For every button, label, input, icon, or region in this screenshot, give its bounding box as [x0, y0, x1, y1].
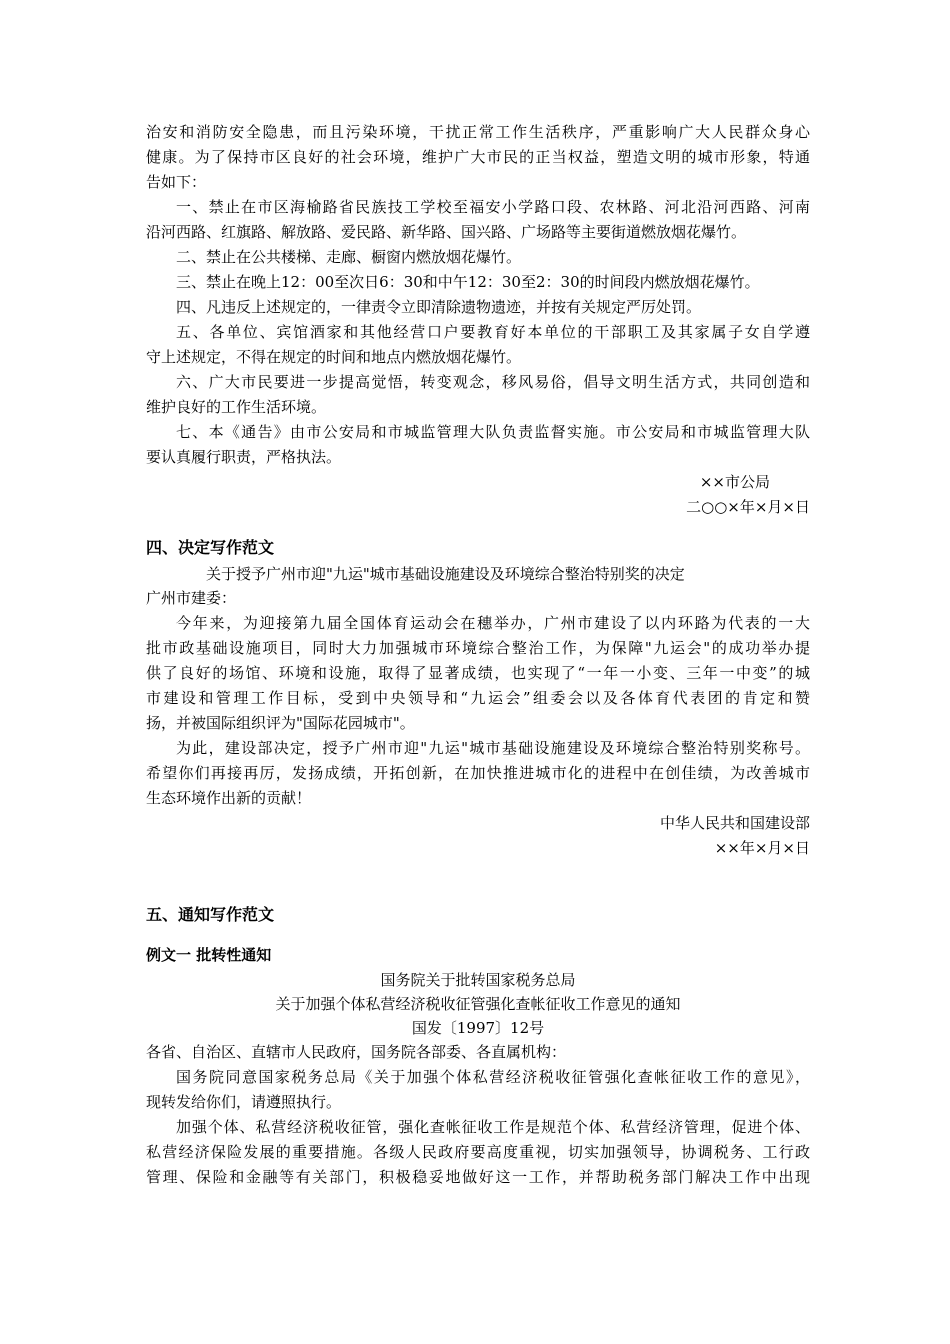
decision-section [146, 534, 810, 861]
notification-line: 国务院同意国家税务总局《关于加强个体私营经济税收征管强化查帐征收工作的意见》， [176, 1068, 810, 1086]
decision-title: 关于授予广州市迎"九运"城市基础设施建设及环境综合整治特别奖的决定 [206, 565, 685, 583]
decision-line: 扬，并被国际组织评为"国际花园城市"。 [146, 714, 415, 732]
notice-item-1: 一、禁止在市区海榆路省民族技工学校至福安小学路口段、农林路、河北沿河西路、河南 [176, 198, 810, 216]
notice-body [146, 120, 810, 520]
decision-line: 生态环境作出新的贡献！ [146, 789, 312, 807]
notice-signature-org: ××市公局 [699, 473, 770, 491]
notification-addressee: 各省、自治区、直辖市人民政府，国务院各部委、各直属机构： [146, 1043, 567, 1061]
notice-line: 治安和消防安全隐患，而且污染环境，干扰正常工作生活秩序，严重影响广大人民群众身心 [146, 123, 810, 141]
decision-addressee: 广州市建委： [146, 589, 237, 607]
decision-signature-date: ××年×月×日 [714, 839, 810, 857]
notice-item-5: 五、各单位、宾馆酒家和其他经营口户要教育好本单位的干部职工及其家属子女自学遵 [176, 323, 810, 341]
document-page [146, 120, 810, 1190]
decision-line: 市建设和管理工作目标，受到中央领导和“九运会”组委会以及各体育代表团的肯定和赞 [146, 689, 810, 707]
notice-item-4: 四、凡违反上述规定的，一律责令立即清除遗物遗迹，并按有关规定严厉处罚。 [176, 298, 702, 316]
notification-title-line2: 关于加强个体私营经济税收征管强化查帐征收工作意见的通知 [275, 995, 681, 1013]
decision-signature-org: 中华人民共和国建设部 [659, 814, 810, 832]
section-heading-notification: 五、通知写作范文 [146, 905, 275, 924]
example-label: 例文一 批转性通知 [146, 946, 272, 964]
section-heading-decision: 四、决定写作范文 [146, 538, 275, 557]
notice-line: 健康。为了保持市区良好的社会环境，维护广大市民的正当权益，塑造文明的城市形象，特通 [146, 148, 810, 166]
notice-line: 要认真履行职责，严格执法。 [146, 448, 342, 466]
notification-line: 现转发给你们，请遵照执行。 [146, 1093, 342, 1111]
decision-line: 今年来，为迎接第九届全国体育运动会在穗举办，广州市建设了以内环路为代表的一大 [176, 614, 810, 632]
notice-line: 维护良好的工作生活环境。 [146, 398, 327, 416]
notice-item-7: 七、本《通告》由市公安局和市城监管理大队负责监督实施。市公安局和市城监管理大队 [176, 423, 810, 441]
notification-section [146, 901, 810, 1190]
notice-item-6: 六、广大市民要进一步提高觉悟，转变观念，移风易俗，倡导文明生活方式，共同创造和 [176, 373, 810, 391]
notification-line: 私营经济保险发展的重要措施。各级人民政府要高度重视，切实加强领导，协调税务、工行政 [146, 1143, 810, 1161]
notice-line: 告如下： [146, 173, 207, 191]
decision-line: 供了良好的场馆、环境和设施，取得了显著成绩，也实现了“一年一小变、三年一中变”的城 [146, 664, 810, 682]
notification-title-line1: 国务院关于批转国家税务总局 [380, 971, 576, 989]
notice-item-2: 二、禁止在公共楼梯、走廊、橱窗内燃放烟花爆竹。 [176, 248, 522, 266]
notice-item-3: 三、禁止在晚上12：00至次日6：30和中午12：30至2：30的时间段内燃放烟花爆竹。 [176, 273, 760, 291]
notice-line: 沿河西路、红旗路、解放路、爱民路、新华路、国兴路、广场路等主要街道燃放烟花爆竹。 [146, 223, 747, 241]
notice-line: 守上述规定，不得在规定的时间和地点内燃放烟花爆竹。 [146, 348, 522, 366]
decision-line: 为此，建设部决定，授予广州市迎"九运"城市基础设施建设及环境综合整治特别奖称号。 [176, 739, 810, 757]
notification-line: 加强个体、私营经济税收征管，强化查帐征收工作是规范个体、私营经济管理，促进个体、 [176, 1118, 810, 1136]
decision-line: 希望你们再接再厉，发扬成绩，开拓创新，在加快推进城市化的进程中在创佳绩，为改善城市 [146, 764, 810, 782]
notification-line: 管理、保险和金融等有关部门，积极稳妥地做好这一工作，并帮助税务部门解决工作中出现 [146, 1168, 810, 1186]
notification-doc-number: 国发〔1997〕12号 [411, 1019, 545, 1037]
notice-signature-date: 二○○×年×月×日 [686, 498, 810, 516]
decision-line: 批市政基础设施项目，同时大力加强城市环境综合整治工作，为保障"九运会"的成功举办提 [146, 639, 810, 657]
